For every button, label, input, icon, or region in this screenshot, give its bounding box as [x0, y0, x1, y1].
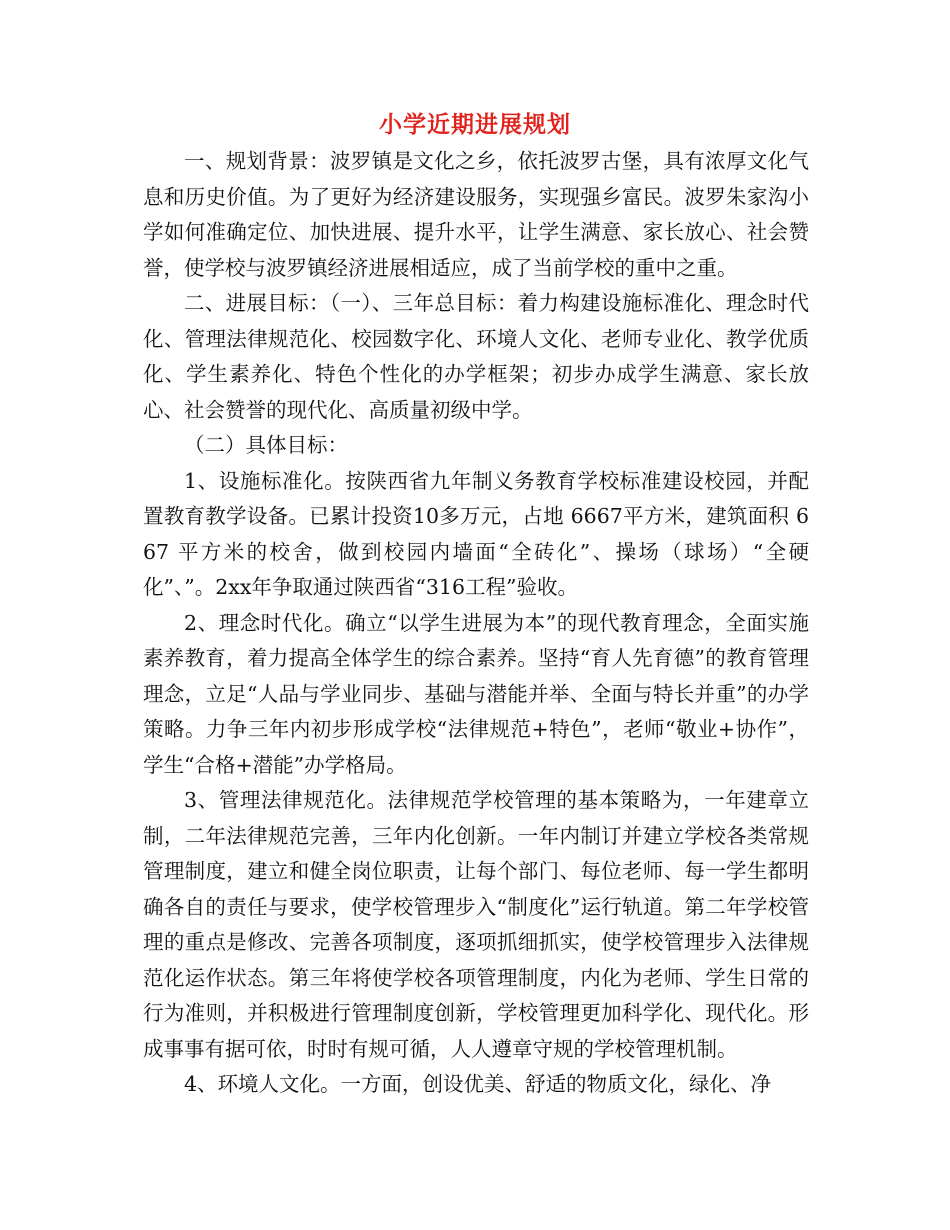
document-title: 小学近期进展规划 [379, 111, 571, 138]
paragraph-goals: 二、进展目标：（一）、三年总目标：着力构建设施标准化、理念时代化、管理法律规范化、校园数字化、环境人文化、老师专业化、教学优质化、学生素养化、特色个性化的办学框架；初步办成学生满意、家长放心、社会赞誉的现代化、高质量初级中学。 [143, 291, 809, 422]
paragraph-management: 3、管理法律规范化。法律规范学校管理的基本策略为，一年建章立制，二年法律规范完善，三年内化创新。一年内制订并建立学校各类常规管理制度，建立和健全岗位职责，让每个部门、每位老师、每一学生都明确各自的责任与要求，使学校管理步入“制度化”运行轨道。第二年学校管理的重点是修改、完善各项制度，逐项抓细抓实，使学校管理步入法律规范化运作状态。第三年将使学校各项管理制度，内化为老师、学生日常的行为准则，并积极进行管理制度创新，学校管理更加科学化、现代化。形成事事有据可依，时时有规可循，人人遵章守规的学校管理机制。 [143, 788, 809, 1061]
paragraph-specific-goals-heading: （二）具体目标： [184, 433, 348, 457]
paragraph-facilities: 1、设施标准化。按陕西省九年制义务教育学校标准建设校园，并配置教育教学设备。已累计投资10多万元，占地 6667平方米，建筑面积 667 平方米的校舍，做到校园内墙面“全砖化”、操场（球场）“全硬化”、”。2xx年争取通过陕西省“316工程”验收。 [143, 468, 809, 599]
paragraph-background: 一、规划背景：波罗镇是文化之乡，依托波罗古堡，具有浓厚文化气息和历史价值。为了更好为经济建设服务，实现强乡富民。波罗朱家沟小学如何准确定位、加快进展、提升水平，让学生满意、家长放心、社会赞誉，使学校与波罗镇经济进展相适应，成了当前学校的重中之重。 [143, 149, 809, 280]
paragraph-environment: 4、环境人文化。一方面，创设优美、舒适的物质文化，绿化、净 [184, 1072, 772, 1096]
paragraph-philosophy: 2、理念时代化。确立“以学生进展为本”的现代教育理念，全面实施素养教育，着力提高全体学生的综合素养。坚持“育人先育德”的教育管理理念，立足“人品与学业同步、基础与潜能并举、全面与特长并重”的办学策略。力争三年内初步形成学校“法律规范+特色”，老师“敬业+协作”，学生“合格+潜能”办学格局。 [143, 610, 809, 777]
document-body [143, 144, 809, 1103]
